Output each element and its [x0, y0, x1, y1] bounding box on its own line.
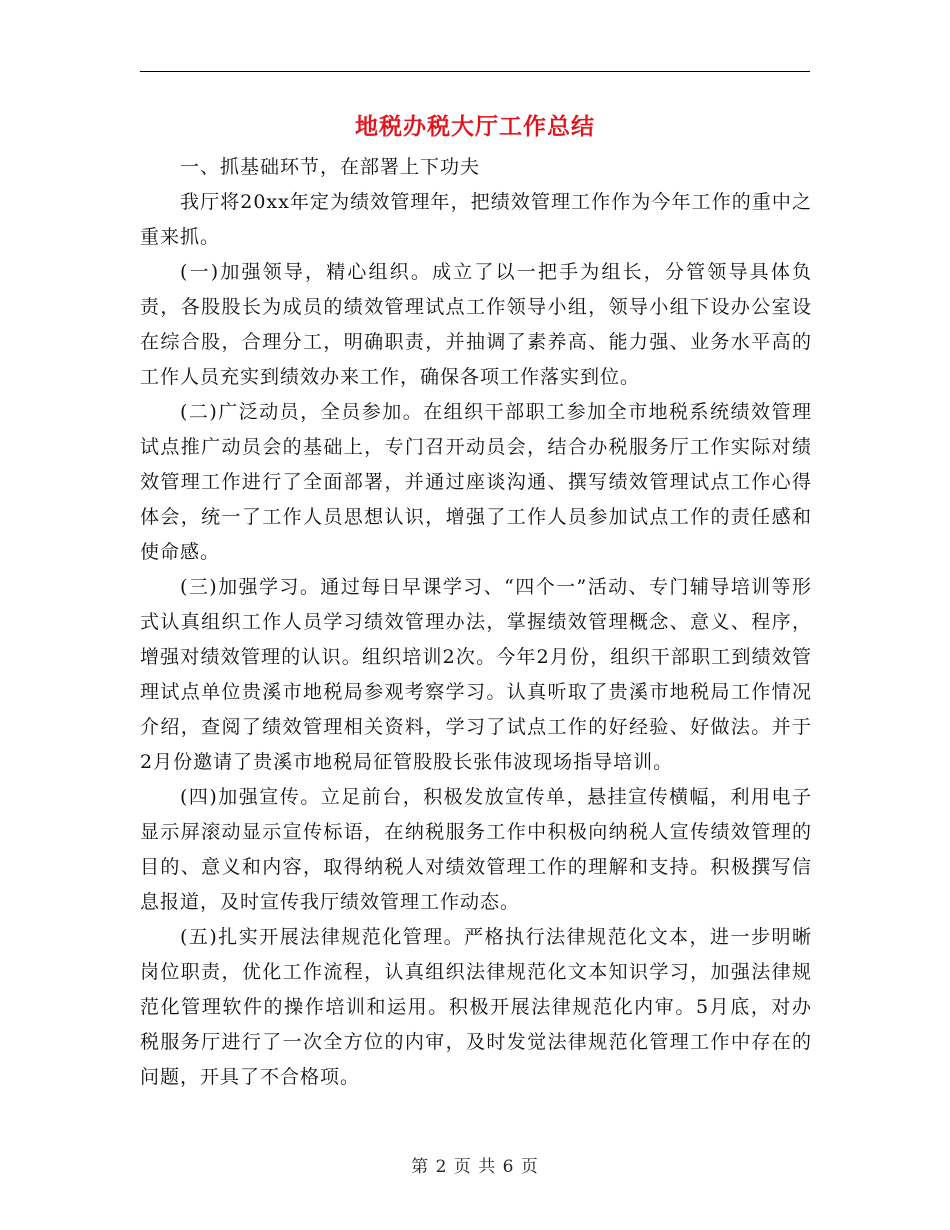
- body-paragraph: (一)加强领导，精心组织。成立了以一把手为组长，分管领导具体负责，各股股长为成员的绩效管理试点工作领导小组，领导小组下设办公室设在综合股，合理分工，明确职责，并抽调了素养高、能力强、业务水平高的工作人员充实到绩效办来工作，确保各项工作落实到位。: [140, 261, 812, 388]
- body-paragraph: (五)扎实开展法律规范化管理。严格执行法律规范化文本，进一步明晰岗位职责，优化工作流程，认真组织法律规范化文本知识学习，加强法律规范化管理软件的操作培训和运用。积极开展法律规范化内审。5月底，对办税服务厅进行了一次全方位的内审，及时发觉法律规范化管理工作中存在的问题，开具了不合格项。: [140, 926, 812, 1088]
- body-paragraph: (四)加强宣传。立足前台，积极发放宣传单，悬挂宣传横幅，利用电子显示屏滚动显示宣传标语，在纳税服务工作中积极向纳税人宣传绩效管理的目的、意义和内容，取得纳税人对绩效管理工作的理解和支持。积极撰写信息报道，及时宣传我厅绩效管理工作动态。: [140, 786, 812, 913]
- document-body: [140, 150, 812, 1095]
- document-title: 地税办税大厅工作总结: [355, 113, 595, 140]
- body-paragraph: 我厅将20xx年定为绩效管理年，把绩效管理工作作为今年工作的重中之重来抓。: [140, 191, 812, 248]
- body-paragraph: (二)广泛动员，全员参加。在组织干部职工参加全市地税系统绩效管理试点推广动员会的基础上，专门召开动员会，结合办税服务厅工作实际对绩效管理工作进行了全面部署，并通过座谈沟通、撰写绩效管理试点工作心得体会，统一了工作人员思想认识，增强了工作人员参加试点工作的责任感和使命感。: [140, 401, 812, 563]
- page-number-footer: 第 2 页 共 6 页: [411, 1157, 539, 1177]
- body-paragraph: (三)加强学习。通过每日早课学习、“四个一”活动、专门辅导培训等形式认真组织工作人员学习绩效管理办法，掌握绩效管理概念、意义、程序，增强对绩效管理的认识。组织培训2次。今年2月份，组织干部职工到绩效管理试点单位贵溪市地税局参观考察学习。认真听取了贵溪市地税局工作情况介绍，查阅了绩效管理相关资料，学习了试点工作的好经验、好做法。并于2月份邀请了贵溪市地税局征管股股长张伟波现场指导培训。: [140, 576, 812, 773]
- section-heading: 一、抓基础环节，在部署上下功夫: [180, 156, 481, 178]
- header-rule: [140, 71, 810, 72]
